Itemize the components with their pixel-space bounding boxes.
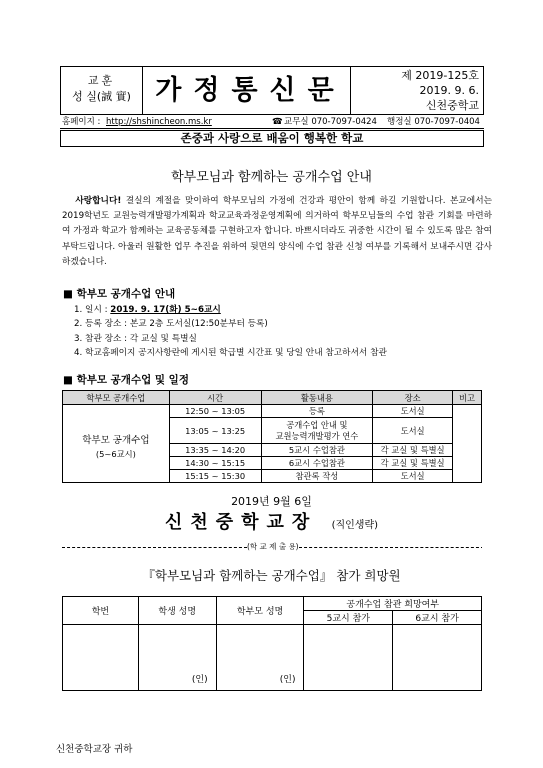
col-period-5: 5교시 참가 [304,611,393,625]
period-6-cell[interactable] [393,625,482,691]
table-row: 13:35 ~ 14:20 5교시 수업참관 각 교실 및 특별실 [63,444,482,457]
list-item: 1. 일시 : 2019. 9. 17(화) 5~6교시 [74,305,221,315]
seal-omitted: (직인생략) [331,520,379,531]
school-motto [61,67,143,114]
schedule-table [62,390,482,483]
reply-form-table [62,596,482,691]
section-open-class-info: ■ 학부모 공개수업 안내 [63,288,176,300]
table-header-row [63,391,482,405]
cut-line-label: (학 교 제 출 용) [247,542,299,551]
document-date: 2019. 9. 6. [419,84,479,97]
table-header: 시간 [169,391,261,405]
table-row: 15:15 ~ 15:30 참관록 작성 도서실 [63,470,482,483]
notice-greeting: 사랑합니다! [75,196,122,206]
notice-body [62,194,492,270]
remarks-cell [453,405,482,483]
form-title: 『학부모님과 함께하는 공개수업』 참가 희망원 [142,568,401,583]
table-row: 학부모 공개수업 (5~6교시) 12:50 ~ 13:05 등록 도서실 [63,405,482,418]
homepage-label: 홈페이지 : [62,117,101,127]
table-header: 학부모 공개수업 [63,391,170,405]
document-info [351,67,483,114]
student-name-cell[interactable] [138,625,216,691]
list-item: 4. 학교홈페이지 공지사항란에 게시된 학급별 시간표 및 당일 안내 참고하셔서 참관 [74,347,387,358]
section-schedule: ■ 학부모 공개수업 및 일정 [63,374,189,386]
phone-icon: ☎ [272,117,283,127]
table-row [63,597,482,611]
homepage-link[interactable]: http://shshincheon.ms.kr [106,117,212,127]
col-attendance-wish: 공개수업 참관 희망여부 [304,597,482,611]
col-student-number: 학번 [63,597,139,625]
table-row [63,625,482,691]
schedule-group-cell: 학부모 공개수업 (5~6교시) [63,405,170,483]
col-period-6: 6교시 참가 [393,611,482,625]
cut-line [62,541,482,552]
header-box [60,66,484,115]
period-5-cell[interactable] [304,625,393,691]
staff-office-phone: 교무실 070-7097-0424 [284,117,377,127]
document-title: 가정통신문 [143,67,351,114]
document-number: 제 2019-125호 [401,69,479,82]
notice-title: 학부모님과 함께하는 공개수업 안내 [171,170,372,185]
notice-text: 결실의 계절을 맞이하여 학부모님의 가정에 건강과 평안이 함께 하길 기원합니다. 본교에서는 2019학년도 교원능력개발평가계획과 학교교육과정운영계획에 의거하여 학부모님들의 수업 참관 기회를 마련하여 가정과 학교가 함께하는 교육공동체를 구현하고자 합니다. 바쁘시더라도 귀중한 시간이 될 수 있도록 많은 참여 부탁드립니다. 아울러 원활한 업무 추진을 위하여 뒷면의 양식에 수업 참관 신청 여부를 기록해서 보내주시면 감사하겠습니다. [62,196,492,267]
footer-addressee: 신천중학교장 귀하 [56,744,133,755]
motto-label: 교훈 [87,74,116,87]
principal-title: 신천중학교장 [164,512,318,533]
issue-date: 2019년 9월 6일 [231,495,312,508]
col-student-name: 학생 성명 [138,597,216,625]
admin-office-phone: 행정실 070-7097-0404 [387,117,480,127]
contact-line [60,115,484,129]
parent-name-cell[interactable] [216,625,304,691]
list-item: 2. 등록 장소 : 본교 2층 도서실(12:50분부터 등록) [74,319,268,330]
seal-mark: (인) [191,675,208,685]
seal-mark: (인) [279,675,296,685]
table-row: 14:30 ~ 15:15 6교시 수업참관 각 교실 및 특별실 [63,457,482,470]
list-item: 3. 참관 장소 : 각 교실 및 특별실 [74,333,197,344]
table-header: 비고 [453,391,482,405]
student-number-cell[interactable] [63,625,139,691]
table-header: 활동내용 [261,391,373,405]
table-header: 장소 [373,391,453,405]
school-name: 신천중학교 [425,99,479,112]
school-slogan: 존중과 사랑으로 배움이 행복한 학교 [60,130,484,147]
table-row: 13:05 ~ 13:25 공개수업 안내 및 교원능력개발평가 연수 도서실 [63,418,482,444]
principal-signature [0,508,543,534]
col-parent-name: 학부모 성명 [216,597,304,625]
info-list [74,303,387,360]
motto-text: 성 실(誠 實) [72,90,131,103]
